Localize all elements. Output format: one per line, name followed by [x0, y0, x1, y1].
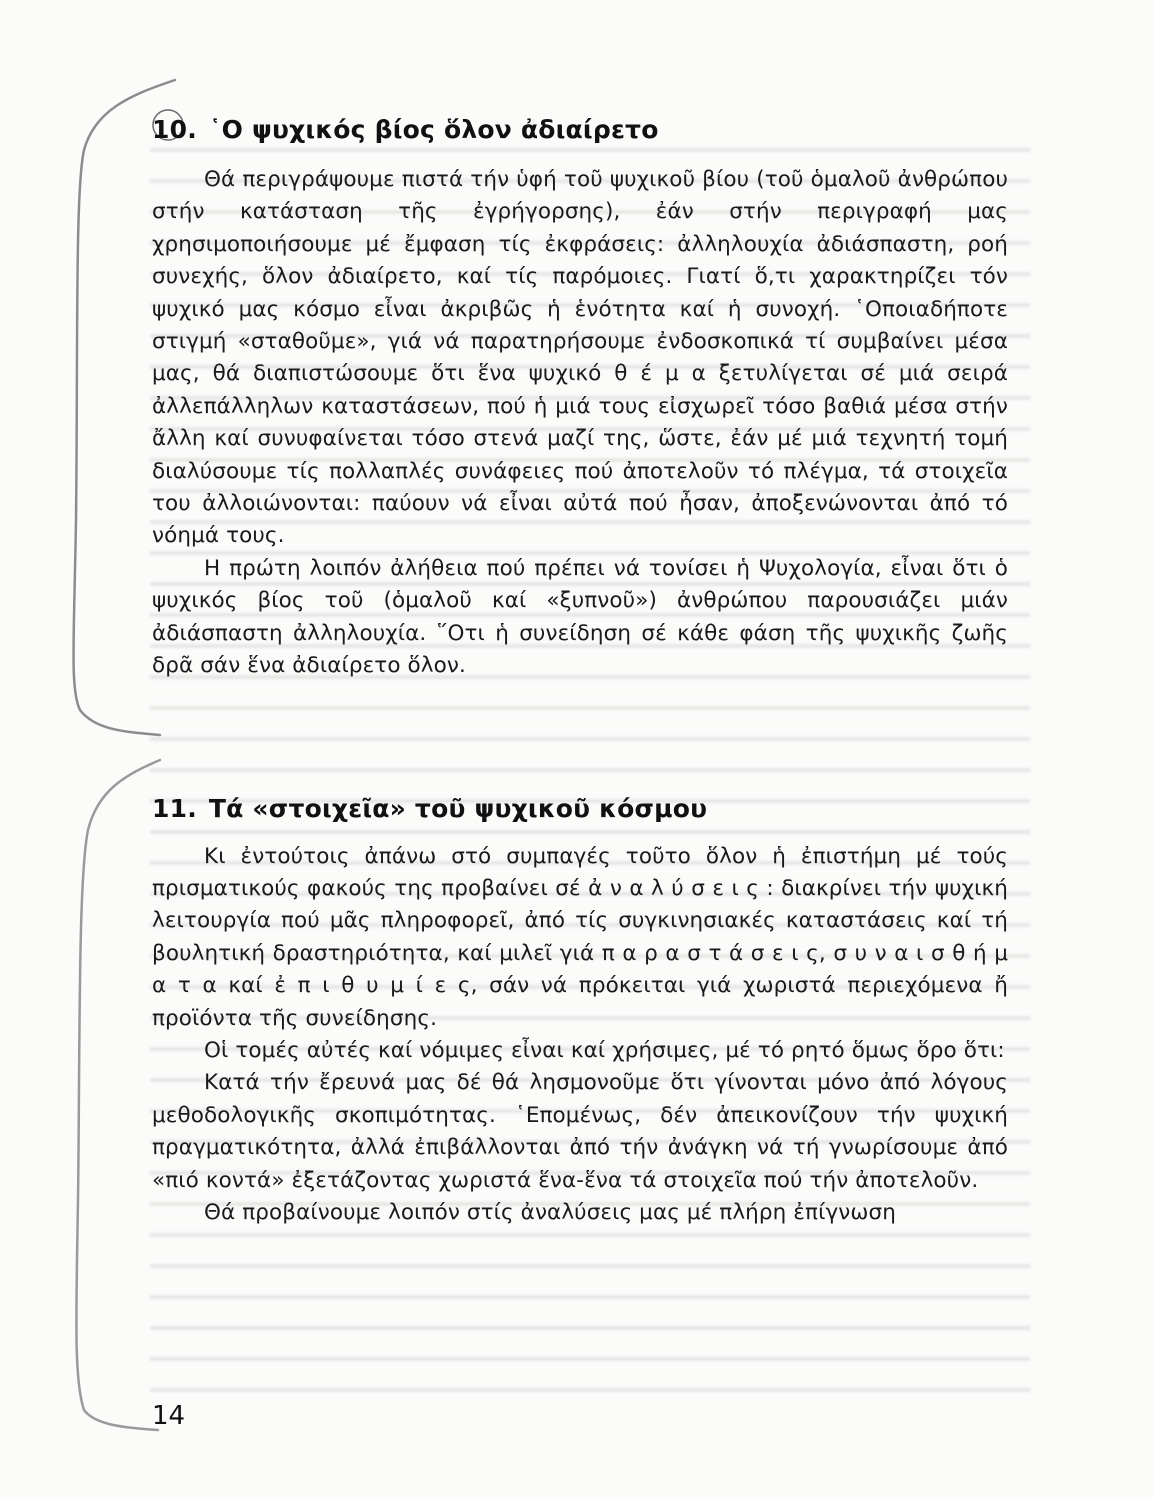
page-number: 14 [152, 1401, 186, 1431]
section-heading [152, 789, 1008, 829]
section-title: ῾Ο ψυχικός βίος ὅλον ἀδιαίρετο [208, 115, 659, 144]
section-title: Τά «στοιχεῖα» τοῦ ψυχικοῦ κόσμου [208, 793, 708, 823]
paragraph: Κι ἐντούτοις ἀπάνω στό συμπαγές τοῦτο ὅλον ἡ ἐπιστήμη μέ τούς πρισματικούς φακούς της προβαίνει σέ ἀ ν α λ ύ σ ε ι ς : διακρίνει τήν ψυχική λειτουργία πού μᾶς πληροφορεῖ, ἀπό τίς συγκινησιακές καταστάσεις καί τή βουλητική δραστηριότητα, καί μιλεῖ γιά π α ρ α σ τ ά σ ε ι ς, σ υ ν α ι σ θ ή μ α τ α καί ἐ π ι θ υ μ ί ε ς, σάν νά πρόκειται γιά χωριστά περιεχόμενα ἤ προϊόντα τῆς συνείδησης. [152, 843, 1008, 1031]
paragraph: Θά περιγράψουμε πιστά τήν ὑφή τοῦ ψυχικοῦ βίου (τοῦ ὁμαλοῦ ἀνθρώπου στήν κατάσταση τῆς ἐγρήγορσης), ἐάν στήν περιγραφή μας χρησιμοποιήσουμε μέ ἔμφαση τίς ἐκφράσεις: ἀλληλουχία ἀδιάσπαστη, ροή συνεχής, ὅλον ἀδιαίρετο, καί τίς παρόμοιες. Γιατί ὅ,τι χαρακτηρίζει τόν ψυχικό μας κόσμο εἶναι ἀκριβῶς ἡ ἑνότητα καί ἡ συνοχή. ῾Οποιαδήποτε στιγμή «σταθοῦμε», γιά νά παρατηρήσουμε ἐνδοσκοπικά τί συμβαίνει μέσα μας, θά διαπιστώσουμε ὅτι ἕνα ψυχικό θ έ μ α ξετυλίγεται σέ μιά σειρά ἀλλεπάλληλων καταστάσεων, πού ἡ μιά τους εἰσχωρεῖ τόσο βαθιά μέσα στήν ἄλλη καί συνυφαίνεται τόσο στενά μαζί της, ὥστε, ἐάν μέ μιά τεχνητή τομή διαλύσουμε τίς πολλαπλές συνάφειες πού ἀποτελοῦν τό πλέγμα, τά στοιχεῖα του ἀλλοιώνονται: παύουν νά εἶναι αὐτά πού ἦσαν, ἀποξενώνονται ἀπό τό νόημά τους. [152, 167, 1008, 549]
paragraph: Κατά τήν ἔρευνά μας δέ θά λησμονοῦμε ὅτι γίνονται μόνο ἀπό λόγους μεθοδολογικῆς σκοπιμότητας. ῾Επομένως, δέν ἀπεικονίζουν τήν ψυχική πραγματικότητα, ἀλλά ἐπιβάλλονται ἀπό τήν ἀνάγκη νά τή γνωρίσουμε ἀπό «πιό κοντά» ἐξετάζοντας χωριστά ἕνα-ἕνα τά στοιχεῖα πού τήν ἀποτελοῦν. [152, 1070, 1008, 1193]
paragraph: Θά προβαίνουμε λοιπόν στίς ἀναλύσεις μας μέ πλήρη ἐπίγνωση [204, 1199, 896, 1225]
section-heading [152, 110, 1008, 150]
page-text [152, 102, 1008, 1229]
section-number: 11. [152, 793, 197, 823]
paragraph: Οἱ τομές αὐτές καί νόμιμες εἶναι καί χρήσιμες, μέ τό ρητό ὅμως ὅρο ὅτι: [204, 1037, 1005, 1063]
section-body [152, 164, 1008, 683]
section-number: 10. [152, 115, 197, 144]
section-body [152, 841, 1008, 1230]
paragraph: Η πρώτη λοιπόν ἀλήθεια πού πρέπει νά τονίσει ἡ Ψυχολογία, εἶναι ὅτι ὁ ψυχικός βίος τοῦ (ὁμαλοῦ καί «ξυπνοῦ») ἀνθρώπου παρουσιάζει μιάν ἀδιάσπαστη ἀλληλουχία. ῞Οτι ἡ συνείδηση σέ κάθε φάση τῆς ψυχικῆς ζωῆς δρᾶ σάν ἕνα ἀδιαίρετο ὅλον. [152, 555, 1008, 679]
